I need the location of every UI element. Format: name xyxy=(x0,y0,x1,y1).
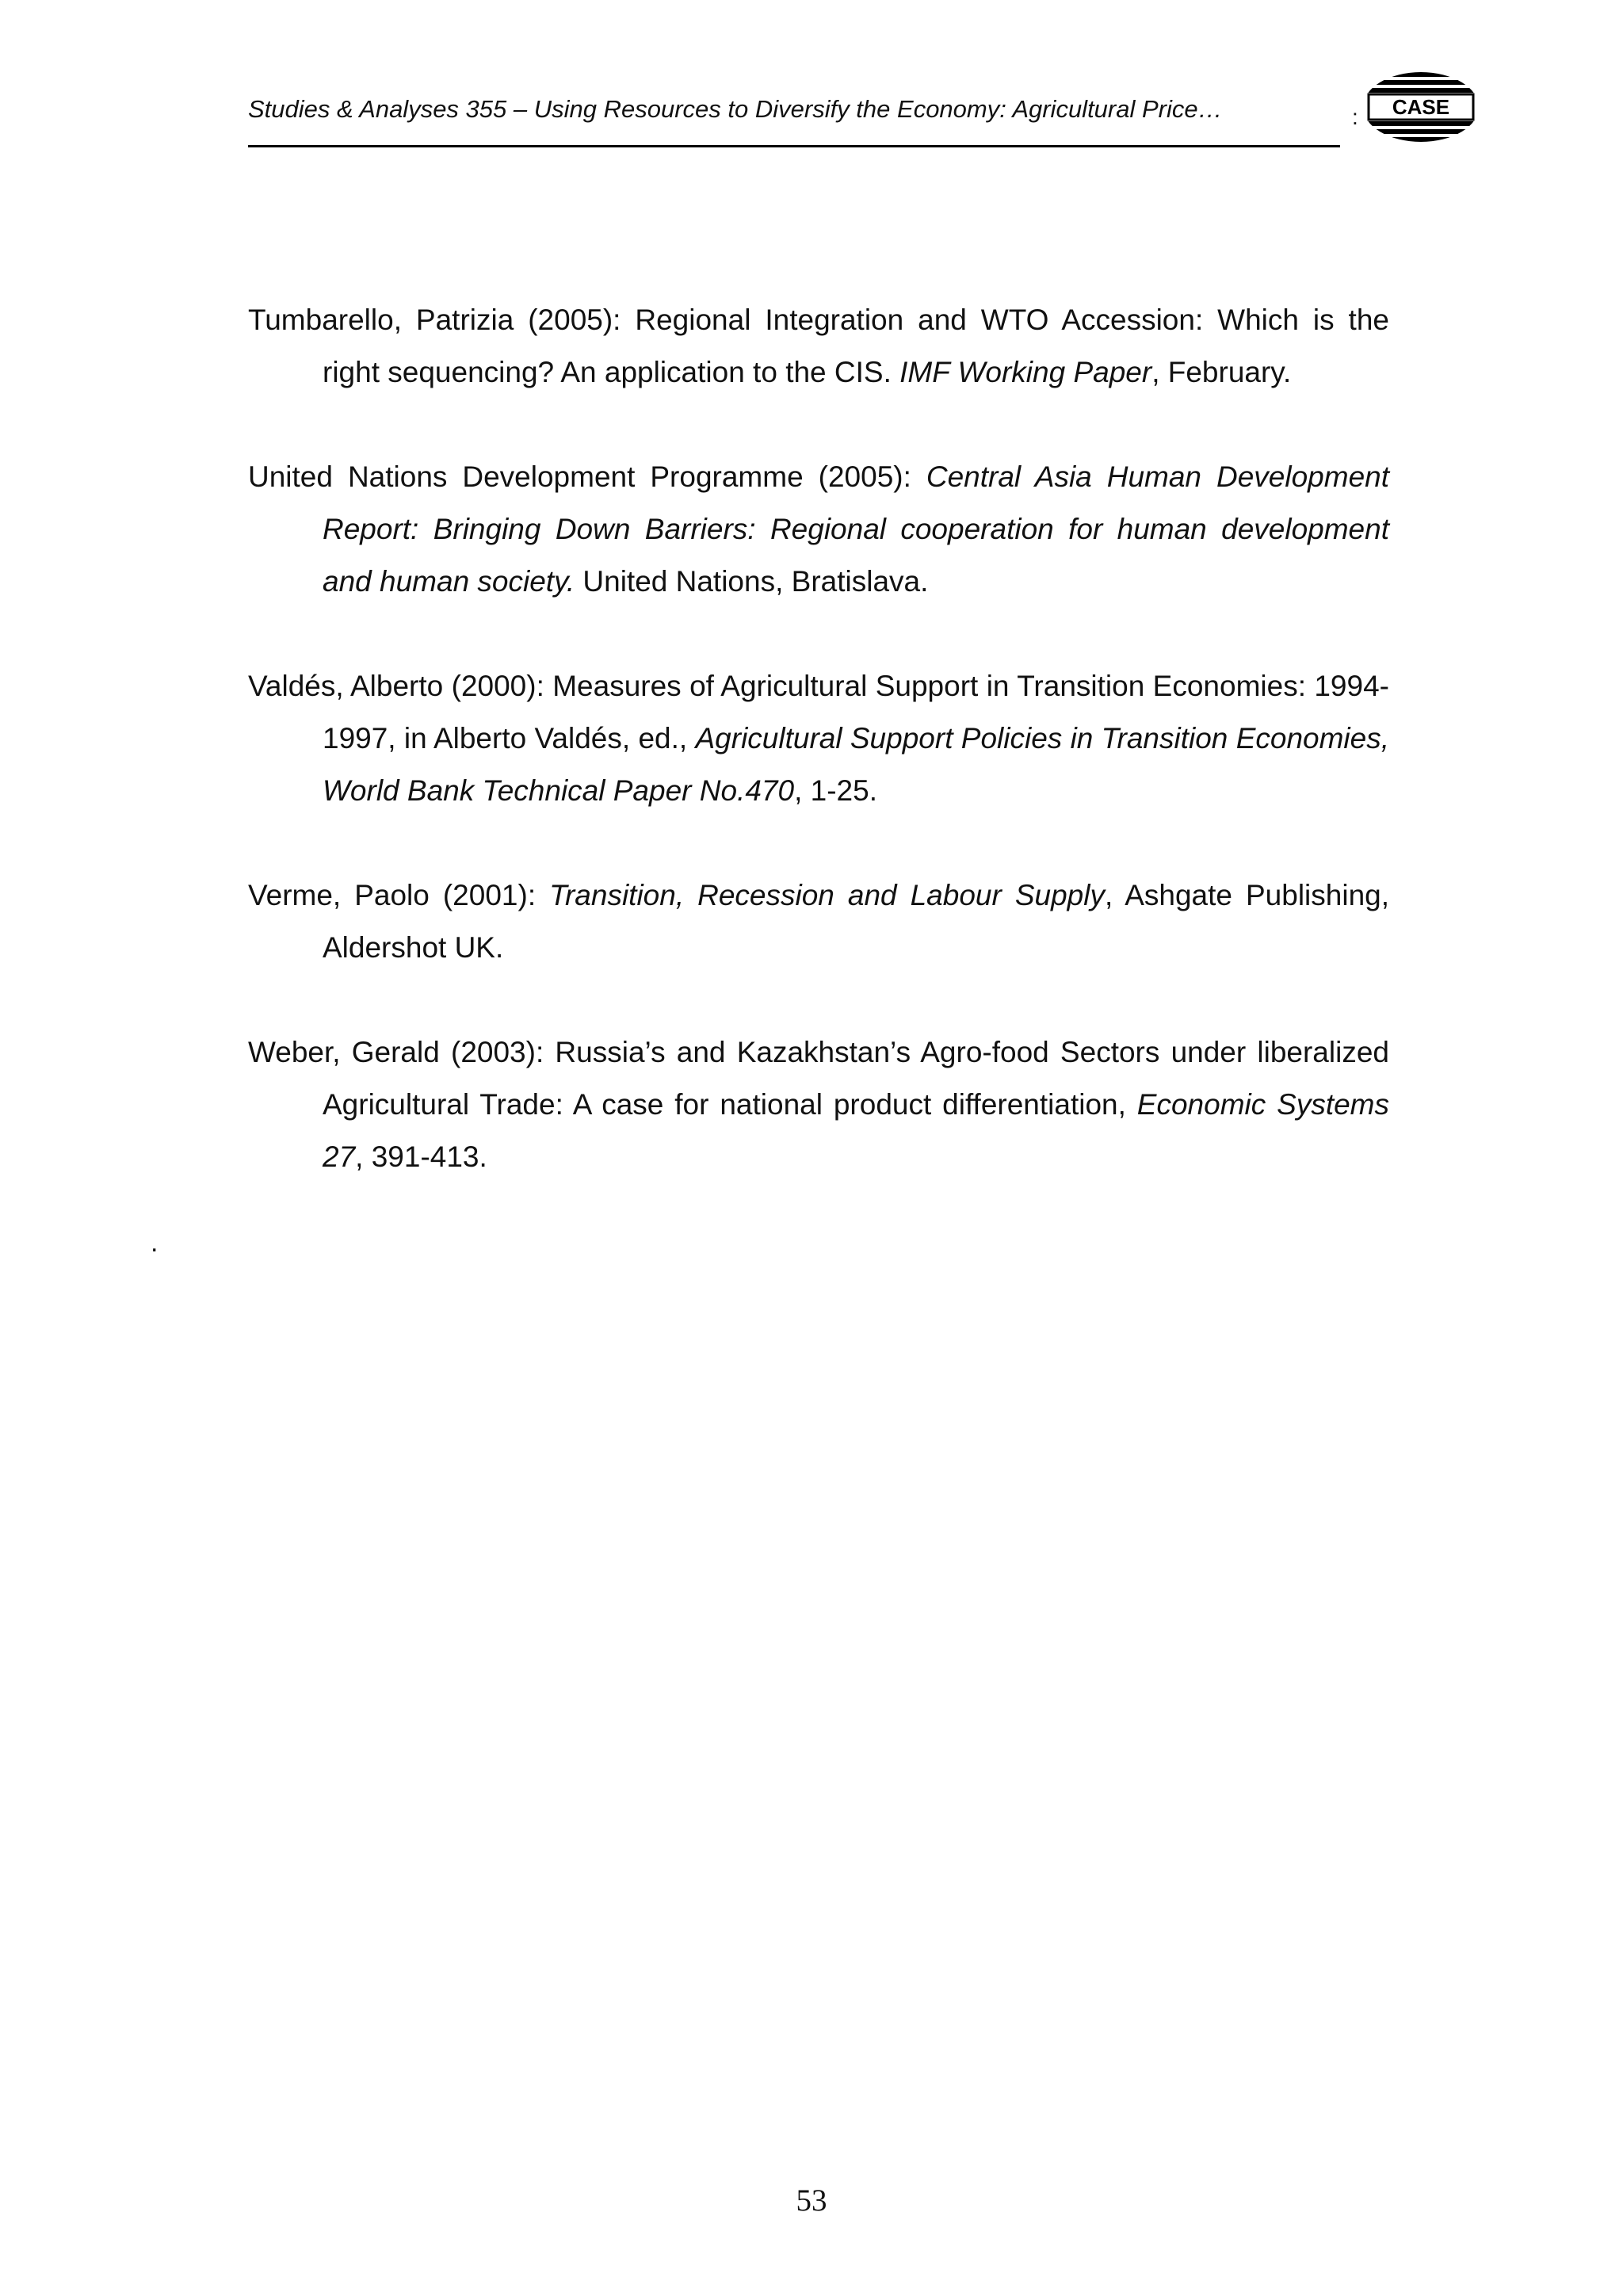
reference-tail: United Nations, Bratislava. xyxy=(575,565,929,598)
reference-tail: , 1-25. xyxy=(794,774,877,807)
case-logo-text: CASE xyxy=(1392,95,1450,119)
reference-tumbarello xyxy=(248,294,1389,399)
page-number: 53 xyxy=(796,2183,827,2218)
reference-text: Valdés, Alberto (2000): Measures of Agricultural Support in Transition Economies: 1994-1997, in Alberto Valdés, ed., xyxy=(248,670,1389,755)
reference-list xyxy=(248,294,1389,1236)
reference-text: Verme, Paolo (2001): xyxy=(248,879,550,911)
reference-tail: , 391-413. xyxy=(355,1140,487,1173)
reference-title: IMF Working Paper xyxy=(899,356,1152,388)
reference-text: Weber, Gerald (2003): Russia’s and Kazakhstan’s Agro-food Sectors under liberalized Agricultural Trade: A case for national product differentiation, xyxy=(248,1036,1389,1121)
reference-verme xyxy=(248,869,1389,974)
case-logo xyxy=(1361,70,1481,144)
running-header-title: Studies & Analyses 355 – Using Resources to Diversify the Economy: Agricultural Price… xyxy=(248,95,1223,123)
reference-title: Economic Systems 27 xyxy=(323,1088,1389,1173)
reference-title: Central Asia Human Development Report: Bringing Down Barriers: Regional cooperation for human development and human society. xyxy=(323,460,1390,598)
reference-title: Agricultural Support Policies in Transition Economies, World Bank Technical Paper No.470 xyxy=(323,722,1390,807)
reference-title: Transition, Recession and Labour Supply xyxy=(549,879,1105,911)
reference-weber xyxy=(248,1026,1389,1183)
stray-dot: . xyxy=(151,1228,158,1258)
reference-text: United Nations Development Programme (2005): xyxy=(248,460,926,493)
header-rule xyxy=(248,145,1340,147)
reference-undp xyxy=(248,451,1389,608)
reference-tail: , Ashgate Publishing, Aldershot UK. xyxy=(323,879,1390,964)
reference-valdes xyxy=(248,660,1389,817)
reference-tail: , February. xyxy=(1151,356,1292,388)
reference-text: Tumbarello, Patrizia (2005): Regional Integration and WTO Accession: Which is the right sequencing? An application to the CIS. xyxy=(248,304,1389,388)
running-header-colon: : xyxy=(1352,105,1358,129)
